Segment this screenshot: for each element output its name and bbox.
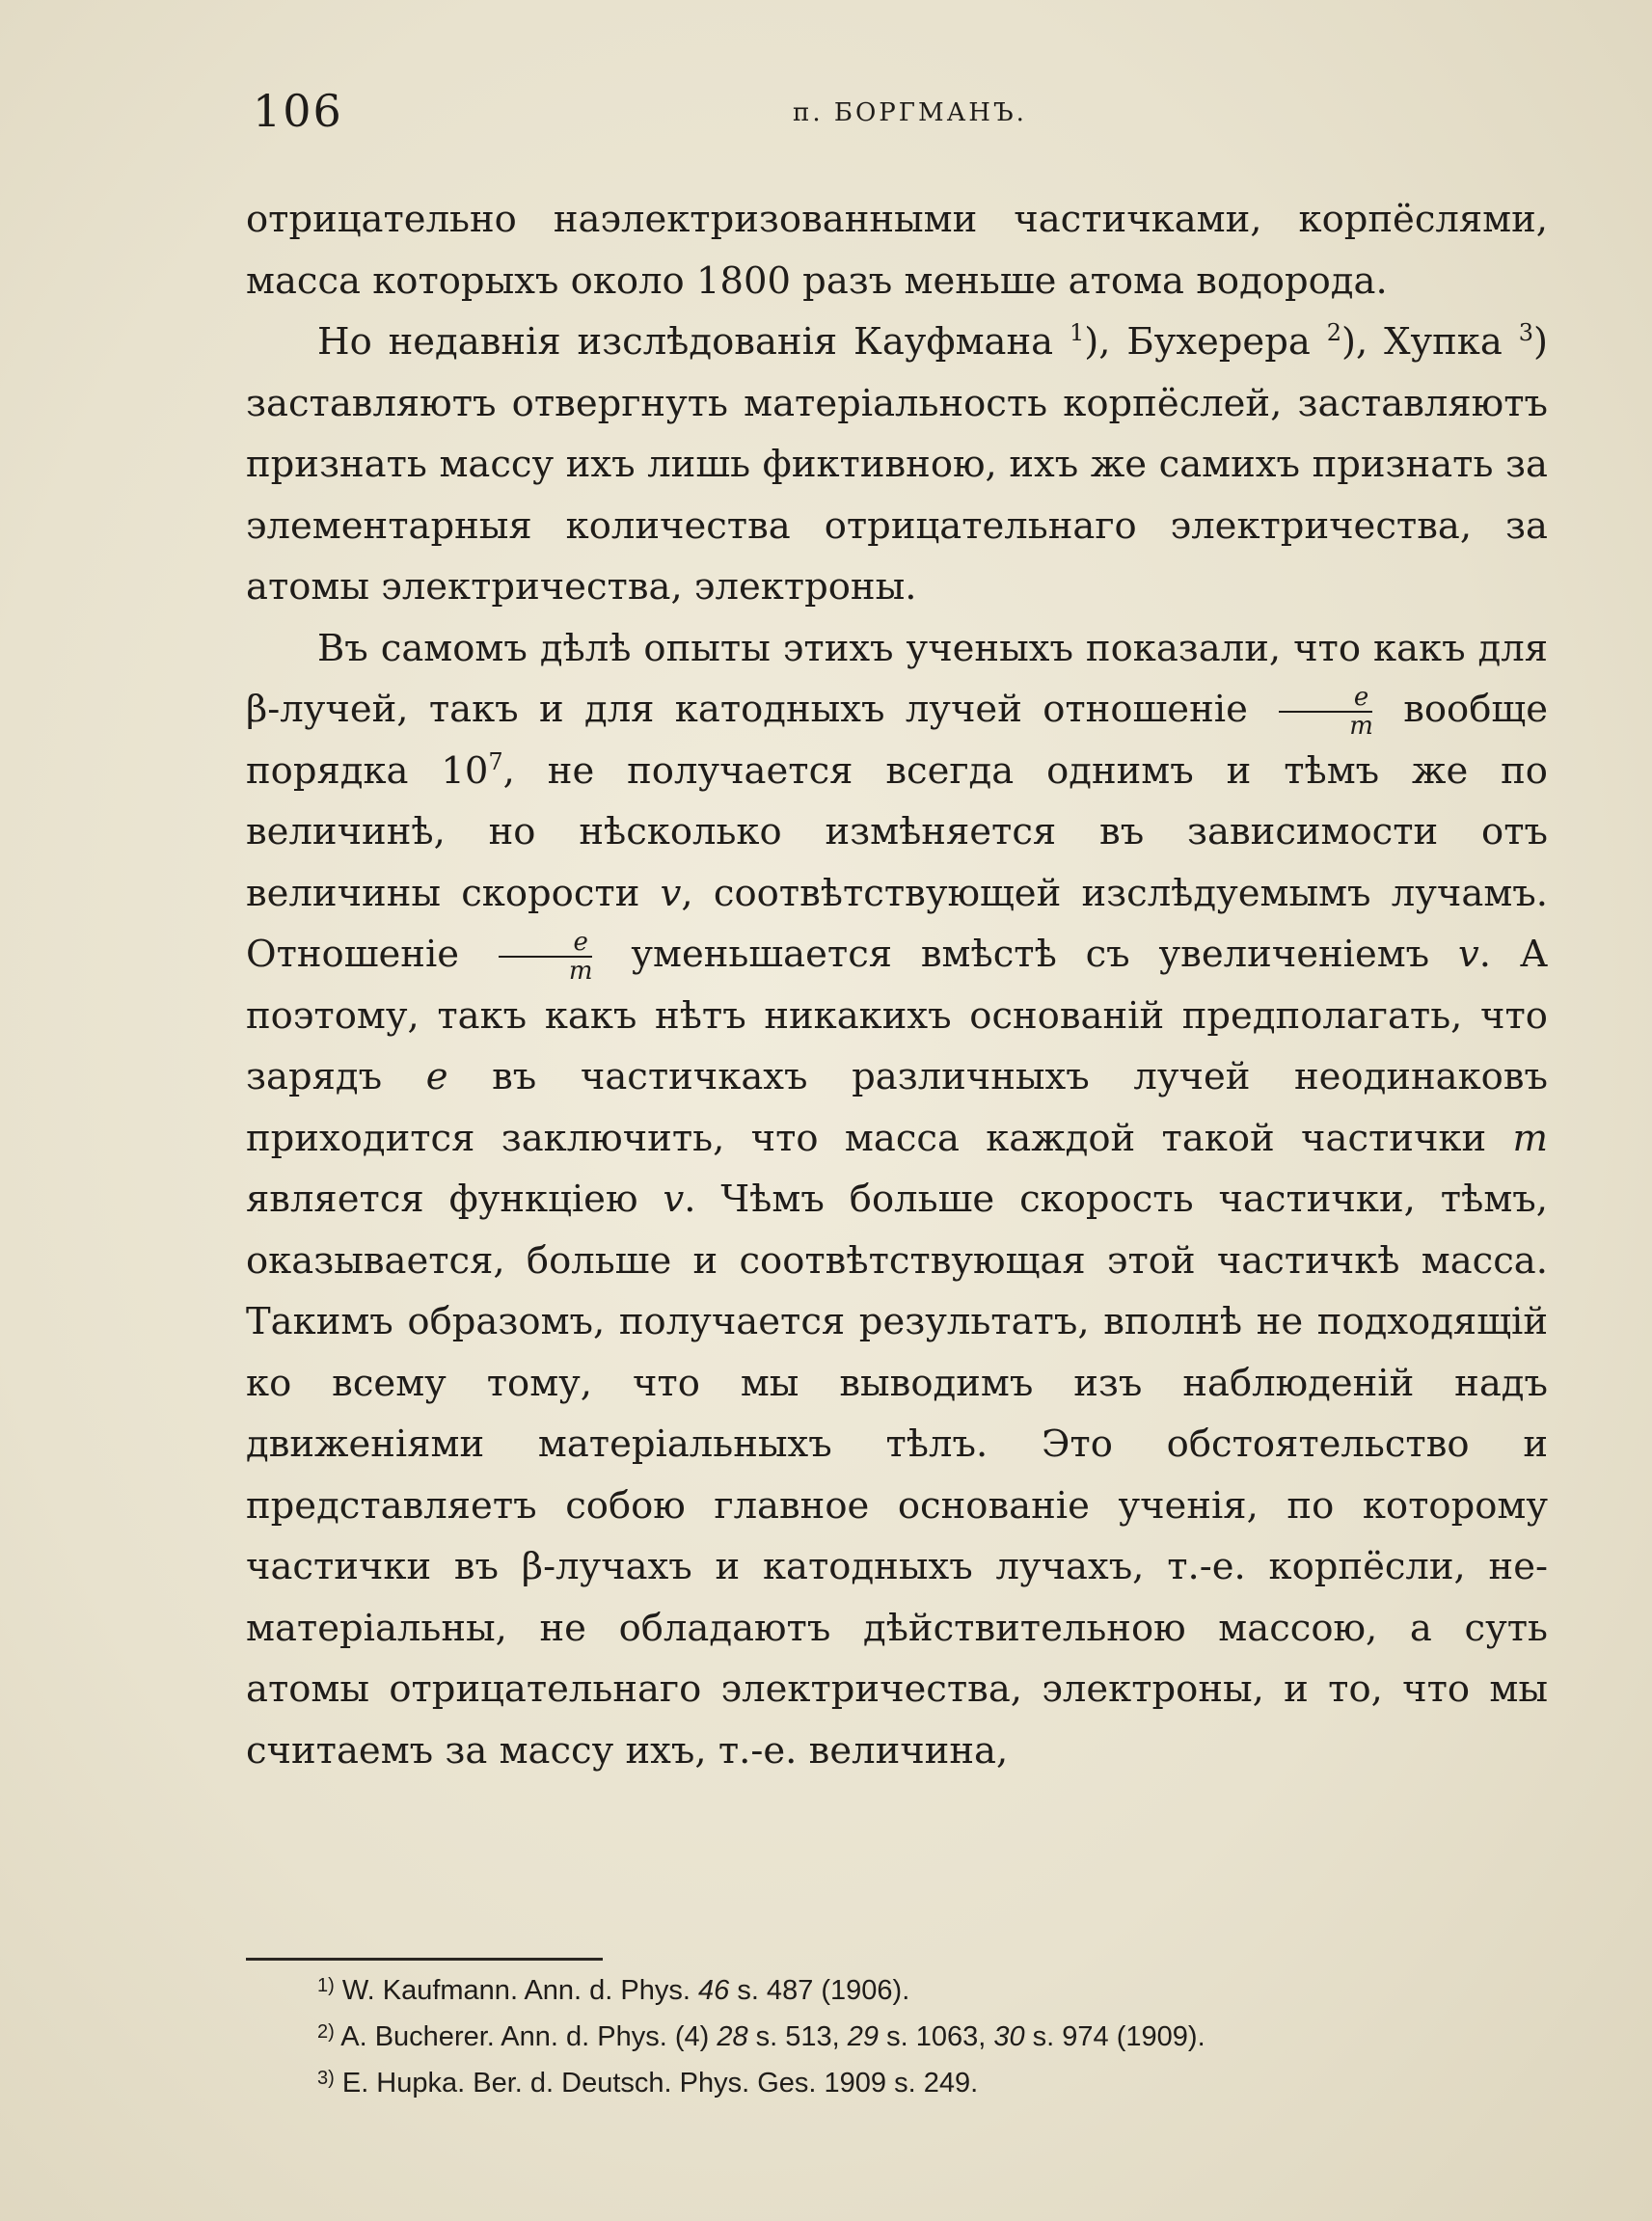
footnotes <box>246 1967 1548 2106</box>
fraction-numerator: e <box>499 929 592 958</box>
p3-text-d: , соотвѣтствующей изслѣдуемымъ лучамъ. Отношеніе <box>246 871 1548 976</box>
variable-m: m <box>1512 1116 1548 1160</box>
p3-text-a: Въ самомъ дѣлѣ опыты этихъ ученыхъ показали, что какъ для β-лучей, такъ и для катодныхъ лучей отношеніе <box>246 626 1548 731</box>
fraction-e-over-m <box>1274 684 1377 740</box>
p2-text-c: ), Хупка <box>1341 320 1519 364</box>
volume-number: 30 <box>993 2021 1025 2052</box>
footnote-mark: 2) <box>317 2021 335 2043</box>
p3-text-g: въ частичкахъ различныхъ лучей неодинаковъ приходится заключить, что масса каждой такой частички <box>246 1055 1549 1160</box>
footnote-1 <box>246 1967 1548 2014</box>
volume-number: 46 <box>698 1975 730 2006</box>
p2-text-b: ), Бухерера <box>1084 320 1327 364</box>
running-head: п. БОРГМАНЪ. <box>793 98 1027 127</box>
volume-number: 28 <box>717 2021 748 2052</box>
main-text <box>246 189 1548 1781</box>
paragraph-1: отрицательно наэлектризованными частичками, корпёслями, масса которыхъ около 1800 разъ меньше атома водорода. <box>246 198 1548 303</box>
footnote-text: E. Hupka. Ber. d. Deutsch. Phys. Ges. 1909 s. 249. <box>334 2068 979 2099</box>
footnote-mark: 3) <box>317 2068 335 2089</box>
footnote-2 <box>246 2014 1548 2060</box>
variable-e: e <box>425 1055 448 1098</box>
footnote-text: s. 974 (1909). <box>1024 2021 1205 2052</box>
fraction-denominator: m <box>1349 712 1373 741</box>
variable-v: v <box>660 871 682 915</box>
footnote-ref-3: 3 <box>1518 319 1533 347</box>
page-number: 106 <box>253 85 343 137</box>
p3-text-e: уменьшается вмѣстѣ съ увеличеніемъ <box>602 933 1459 976</box>
exponent: 7 <box>488 747 503 775</box>
p3-text-c: , не получается всегда однимъ и тѣмъ же по величинѣ, но нѣсколько измѣняется въ зависимости отъ величины скорости <box>246 748 1548 915</box>
paragraph-2 <box>246 311 1548 618</box>
p3-text-b: вообще порядка 10 <box>246 688 1548 793</box>
footnote-text: A. Bucherer. Ann. d. Phys. (4) <box>334 2021 718 2052</box>
paragraph-3 <box>246 618 1548 1782</box>
fraction-denominator: m <box>568 957 593 986</box>
volume-number: 29 <box>847 2021 880 2052</box>
footnote-text: s. 513, <box>747 2021 848 2052</box>
fraction-e-over-m-2 <box>494 929 597 985</box>
fraction-numerator: e <box>1279 684 1372 713</box>
p3-text-i: . Чѣмъ больше скорость частички, тѣмъ, оказывается, больше и соотвѣтствующая этой частичкѣ масса. Такимъ образомъ, получается результатъ, вполнѣ не подходящій ко всему тому, что мы выводимъ изъ наблюденій надъ движеніями матеріальныхъ тѣлъ. Это обстоятельство и представляетъ собою главное основаніе ученія, по которому частички въ β-лучахъ и катодныхъ лучахъ, т.-е. корпёсли, нематеріальны, не обладаютъ дѣйствительною массою, а суть атомы отрицательнаго электричества, электроны, и то, что мы считаемъ за массу ихъ, т.-е. величина, <box>246 1178 1548 1773</box>
p3-text-f: . А поэтому, такъ какъ нѣтъ никакихъ основаній предполагать, что зарядъ <box>246 933 1549 1098</box>
footnote-mark: 1) <box>317 1975 335 1996</box>
p2-text-a: Но недавнія изслѣдованія Кауфмана <box>317 320 1070 364</box>
p3-text-h: является функціею <box>246 1178 664 1221</box>
page-header <box>253 85 1545 143</box>
footnote-text: s. 487 (1906). <box>729 1975 910 2006</box>
p2-text-d: ) заставляютъ отвергнуть матеріальность корпёслей, заставляютъ признать массу ихъ лишь фиктивною, ихъ же самихъ признать за элементарныя количества отрицательнаго электричества, за атомы электричества, электроны. <box>246 320 1548 609</box>
variable-v: v <box>663 1178 685 1221</box>
variable-v: v <box>1458 933 1479 976</box>
footnote-ref-2: 2 <box>1326 319 1341 347</box>
footnote-3 <box>246 2060 1548 2106</box>
footnote-divider <box>246 1958 603 1961</box>
footnote-text: W. Kaufmann. Ann. d. Phys. <box>334 1975 698 2006</box>
footnote-ref-1: 1 <box>1069 319 1085 347</box>
footnote-text: s. 1063, <box>879 2021 994 2052</box>
